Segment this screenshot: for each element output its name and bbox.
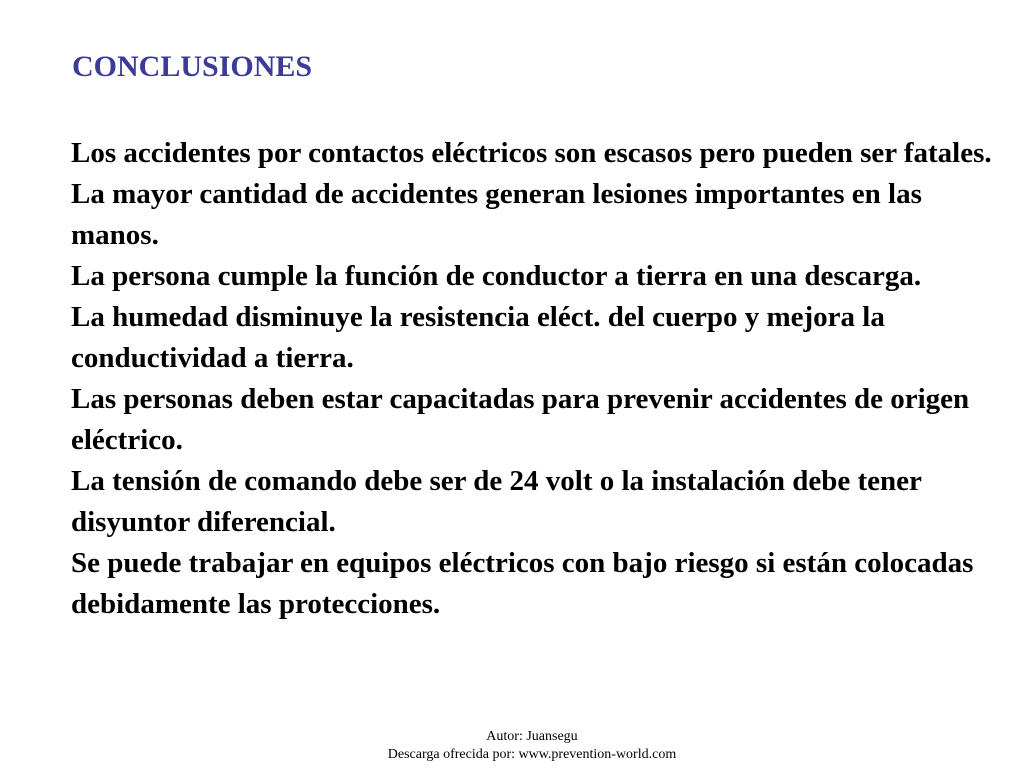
conclusion-paragraph-3: La persona cumple la función de conductor a tierra en una descarga. [71, 260, 922, 292]
conclusion-paragraph-6: La tensión de comando debe ser de 24 volt o la instalación debe tener disyuntor diferencial. [71, 465, 922, 538]
slide-title: CONCLUSIONES [72, 50, 313, 83]
footer-download-credit: Descarga ofrecida por: www.prevention-world.com [387, 747, 677, 762]
conclusion-paragraph-2: La mayor cantidad de accidentes generan lesiones importantes en las manos. [71, 178, 922, 251]
conclusion-paragraph-7: Se puede trabajar en equipos eléctricos con bajo riesgo si están colocadas debidamente las protecciones. [71, 547, 974, 620]
footer [0, 728, 1024, 764]
conclusion-paragraph-4: La humedad disminuye la resistencia eléct. del cuerpo y mejora la conductividad a tierra. [71, 301, 885, 374]
conclusions-body [71, 133, 1001, 625]
conclusion-paragraph-5: Las personas deben estar capacitadas para prevenir accidentes de origen eléctrico. [71, 383, 970, 456]
conclusion-paragraph-1: Los accidentes por contactos eléctricos son escasos pero pueden ser fatales. [71, 137, 992, 169]
footer-author: Autor: Juansegu [486, 729, 578, 744]
